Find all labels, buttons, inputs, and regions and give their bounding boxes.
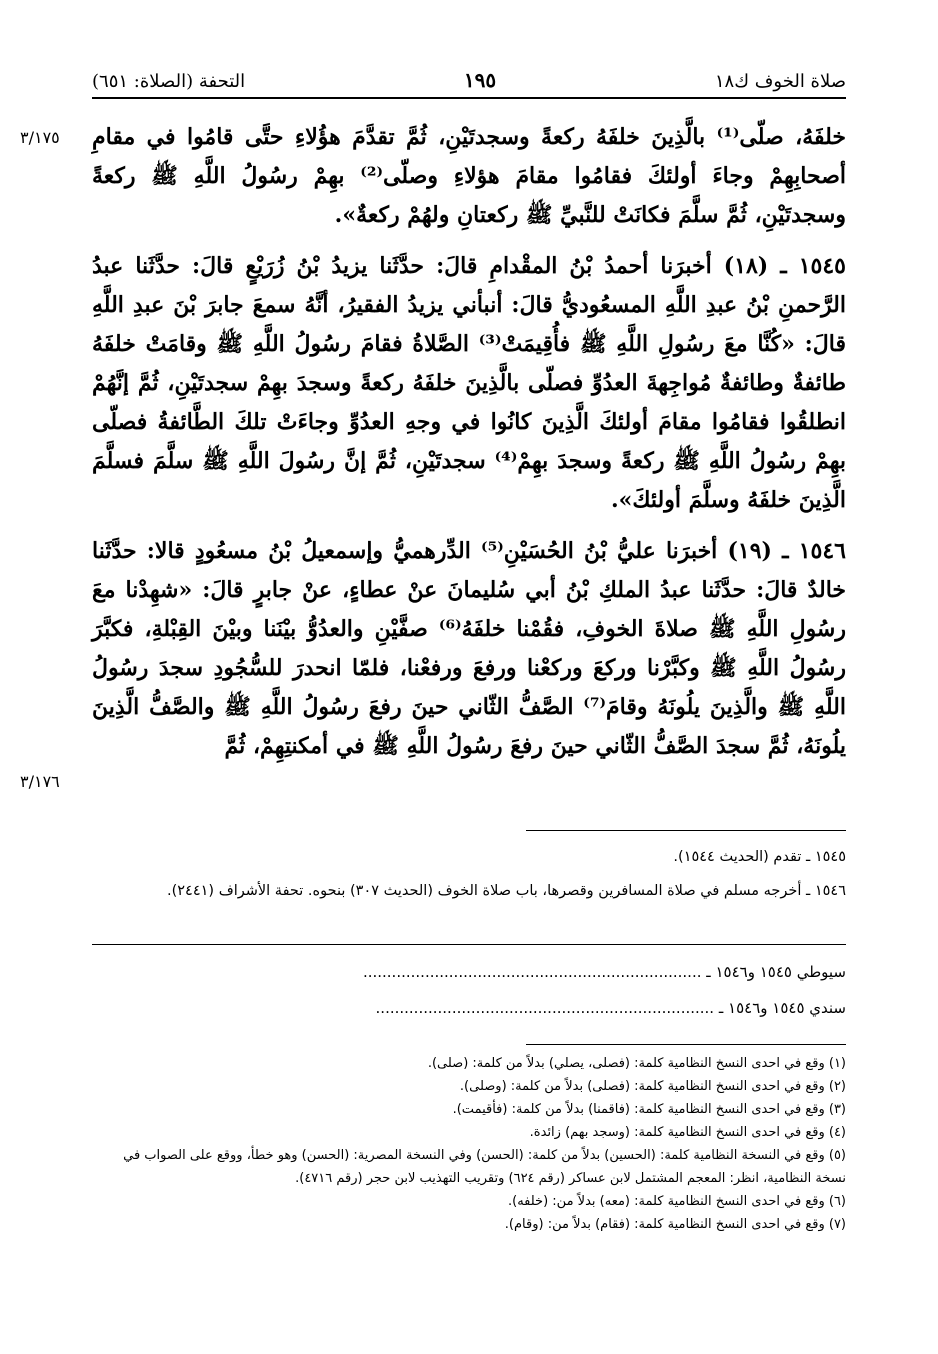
paragraph: ١٥٤٥ ـ (١٨) أخبرَنا أحمدُ بْنُ المقْدامِ قالَ: حدَّثَنا يزيدُ بْنُ زُرَيْعٍ قالَ: حدَّثَنا عبدُ الرَّحمنِ بْنُ عبدِ اللَّهِ المسعُوديُّ قالَ: أنبأني يزيدُ الفقيرُ، أنَّهُ سمعَ جابرَ بْنَ عبدِ اللَّهِ قالَ: «كُنَّا معَ رسُولِ اللَّهِ ﷺ فأُقِيمَتْ⁽³⁾ الصَّلاةُ فقامَ رسُولُ اللَّهِ ﷺ وقامَتْ خلفَهُ طائفةٌ وطائفةٌ مُواجِهةَ العدُوِّ فصلّى بالَّذِينَ خلفَهُ ركعةً وسجدَ بهِمْ سجدتَيْنِ، ثُمَّ إنَّهُمْ انطلقُوا فقامُوا مقامَ أولئكَ الَّذِينَ كانُوا في وجهِ العدُوِّ وجاءَتْ تلكَ الطَّائفةُ فصلّى بهِمْ رسُولُ اللَّهِ ﷺ ركعةً وسجدَ بهِمْ⁽⁴⁾ سجدتَيْنِ، ثُمَّ إنَّ رسُولَ اللَّهِ ﷺ سلَّمَ فسلَّمَ الَّذِينَ خلفَهُ وسلَّمَ أولئكَ». bbox=[92, 253, 846, 513]
main-text bbox=[92, 118, 846, 778]
header-divider bbox=[92, 97, 846, 99]
hadith-notes bbox=[92, 840, 846, 908]
reference-tag: التحفة (الصلاة: ٦٥١) bbox=[92, 71, 246, 92]
commentary-line bbox=[92, 990, 846, 1026]
footnote: (١) وقع في احدى النسخ النظامية كلمة: (فصلى، يصلي) بدلاً من كلمة: (صلى). bbox=[427, 1056, 846, 1071]
commentary-line bbox=[92, 954, 846, 990]
footnotes bbox=[92, 1052, 846, 1236]
commentary-section bbox=[92, 954, 846, 1026]
page-header bbox=[92, 52, 846, 92]
margin-reference: ٣/١٧٥ bbox=[20, 128, 60, 147]
notes-divider bbox=[526, 830, 846, 831]
footnote: (٦) وقع في احدى النسخ النظامية كلمة: (معه) بدلاً من: (خلفه). bbox=[508, 1194, 846, 1209]
footnote: (٣) وقع في احدى النسخ النظامية كلمة: (فاقمنا) بدلاً من كلمة: (فأقيمت). bbox=[452, 1102, 846, 1117]
footnote: نسخة النظامية، انظر: المعجم المشتمل لابن عساكر (رقم ٦٢٤) وتقريب التهذيب لابن حجر (رقم ٤٧١٦). bbox=[295, 1171, 846, 1186]
paragraph: ١٥٤٦ ـ (١٩) أخبرَنا عليُّ بْنُ الحُسَيْنِ⁽⁵⁾ الدِّرهميُّ وإسمعيلُ بْنُ مسعُودٍ قالا: حدَّثَنا خالدٌ قالَ: حدَّثَنا عبدُ الملكِ بْنُ أبي سُليمانَ عنْ عطاءٍ، عنْ جابرٍ قالَ: «شهِدْنا معَ رسُولِ اللَّهِ ﷺ صلاةَ الخوفِ، فقُمْنا خلفَهُ⁽⁶⁾ صفَّيْنِ والعدُوُّ بيْنَنا وبيْنَ القِبْلةِ، فكبَّرَ رسُولُ اللَّهِ ﷺ وكبَّرْنا وركعَ وركعْنا ورفعَ ورفعْنا، فلمّا انحدرَ للسُّجُودِ سجدَ رسُولُ اللَّهِ ﷺ والَّذِينَ يلُونَهُ وقامَ⁽⁷⁾ الصَّفُّ الثّاني حينَ رفعَ رسُولُ اللَّهِ ﷺ والصَّفُّ الَّذِينَ يلُونَهُ، ثُمَّ سجدَ الصَّفُّ الثّاني حينَ رفعَ رسُولُ اللَّهِ ﷺ في أمكنتِهِمْ، ثُمَّ bbox=[92, 538, 846, 759]
commentary-label: سندي ١٥٤٥ و١٥٤٦ ـ bbox=[718, 999, 846, 1017]
hadith-note: ١٥٤٦ ـ أخرجه مسلم في صلاة المسافرين وقصرها، باب صلاة الخوف (الحديث ٣٠٧) بنحوه. تحفة الأشراف (٢٤٤١). bbox=[166, 883, 846, 899]
paragraph: خلفَهُ، صلّى⁽¹⁾ بالَّذِينَ خلفَهُ ركعةً وسجدتَيْنِ، ثُمَّ تقدَّمَ هؤُلاءِ حتَّى قامُوا في مقامِ أصحابِهِمْ وجاءَ أولئكَ فقامُوا مقامَ هؤلاءِ وصلّى⁽²⁾ بهِمْ رسُولُ اللَّهِ ﷺ ركعةً وسجدتَيْنِ، ثُمَّ سلَّمَ فكانَتْ للنَّبيِّ ﷺ ركعتانِ ولهُمْ ركعةٌ». bbox=[92, 124, 847, 228]
commentary-dots: ....................................................................... bbox=[375, 999, 715, 1017]
footnote: (٢) وقع في احدى النسخ النظامية كلمة: (فصلى) بدلاً من كلمة: (وصلى). bbox=[459, 1079, 846, 1094]
chapter-title: صلاة الخوف ك١٨ bbox=[714, 71, 846, 92]
commentary-divider bbox=[92, 944, 846, 945]
footnote: (٤) وقع في احدى النسخ النظامية كلمة: (وسجد بهم) زائدة. bbox=[529, 1125, 846, 1140]
commentary-label: سيوطي ١٥٤٥ و١٥٤٦ ـ bbox=[706, 963, 846, 981]
footnotes-divider bbox=[526, 1044, 846, 1045]
hadith-note: ١٥٤٥ ـ تقدم (الحديث ١٥٤٤). bbox=[673, 849, 846, 865]
page-number: ١٩٥ bbox=[463, 68, 497, 92]
footnote: (٧) وقع في احدى النسخ النظامية كلمة: (فقام) بدلاً من: (وقام). bbox=[504, 1217, 846, 1232]
footnote: (٥) وقع في النسخة النظامية كلمة: (الحسين) بدلاً من كلمة: (الحسن) وفي النسخة المصرية: (الحسن) وهو خطأ، ووقع على الصواب في bbox=[123, 1148, 846, 1163]
commentary-dots: ....................................................................... bbox=[362, 963, 702, 981]
margin-reference: ٣/١٧٦ bbox=[20, 772, 60, 791]
